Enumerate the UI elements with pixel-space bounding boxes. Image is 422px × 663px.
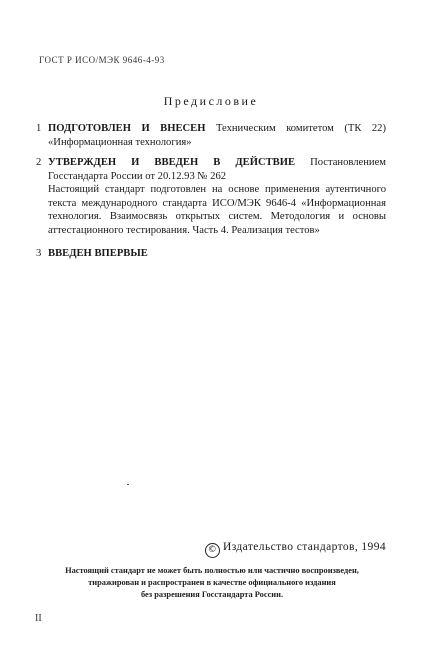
item-number: 2 — [36, 157, 42, 168]
item-lead: ПОДГОТОВЛЕН И ВНЕСЕН — [48, 123, 206, 134]
item-text: Техническим комитетом (ТК 22) «Информационная технология» — [48, 123, 386, 148]
preface-item-1 — [36, 122, 386, 149]
item-number: 3 — [36, 248, 42, 259]
reproduction-notice — [26, 565, 398, 602]
publisher-line — [205, 541, 386, 558]
notice-line: Настоящий стандарт не может быть полностью или частично воспроизведен, — [65, 566, 359, 575]
scan-speck — [127, 484, 129, 485]
page-number: II — [35, 613, 42, 624]
item-lead: ВВЕДЕН ВПЕРВЫЕ — [48, 248, 148, 259]
item-lead: УТВЕРЖДЕН И ВВЕДЕН В ДЕЙСТВИЕ — [48, 157, 296, 168]
notice-line: без разрешения Госстандарта России. — [140, 590, 284, 600]
item-text: Постановлением Госстандарта России от 20.12.93 № 262 — [48, 157, 386, 182]
notice-line: тиражирован и распространен в качестве официального издания — [88, 578, 336, 588]
item-number: 1 — [36, 123, 42, 134]
publisher-text: Издательство стандартов, 1994 — [222, 541, 386, 553]
preface-item-2 — [36, 156, 386, 238]
item-extra-text: Настоящий стандарт подготовлен на основе применения аутентичного текста международного стандарта ИСО/МЭК 9646-4 «Информационная технология. Взаимосвязь открытых систем. Методология и основы аттестационного тестирования. Часть 4. Реализация тестов» — [48, 184, 386, 236]
preface-item-3 — [36, 247, 386, 261]
document-designation: ГОСТ Р ИСО/МЭК 9646-4-93 — [39, 55, 165, 65]
copyright-icon: © — [205, 543, 220, 558]
preface-title: Предисловие — [163, 94, 259, 108]
